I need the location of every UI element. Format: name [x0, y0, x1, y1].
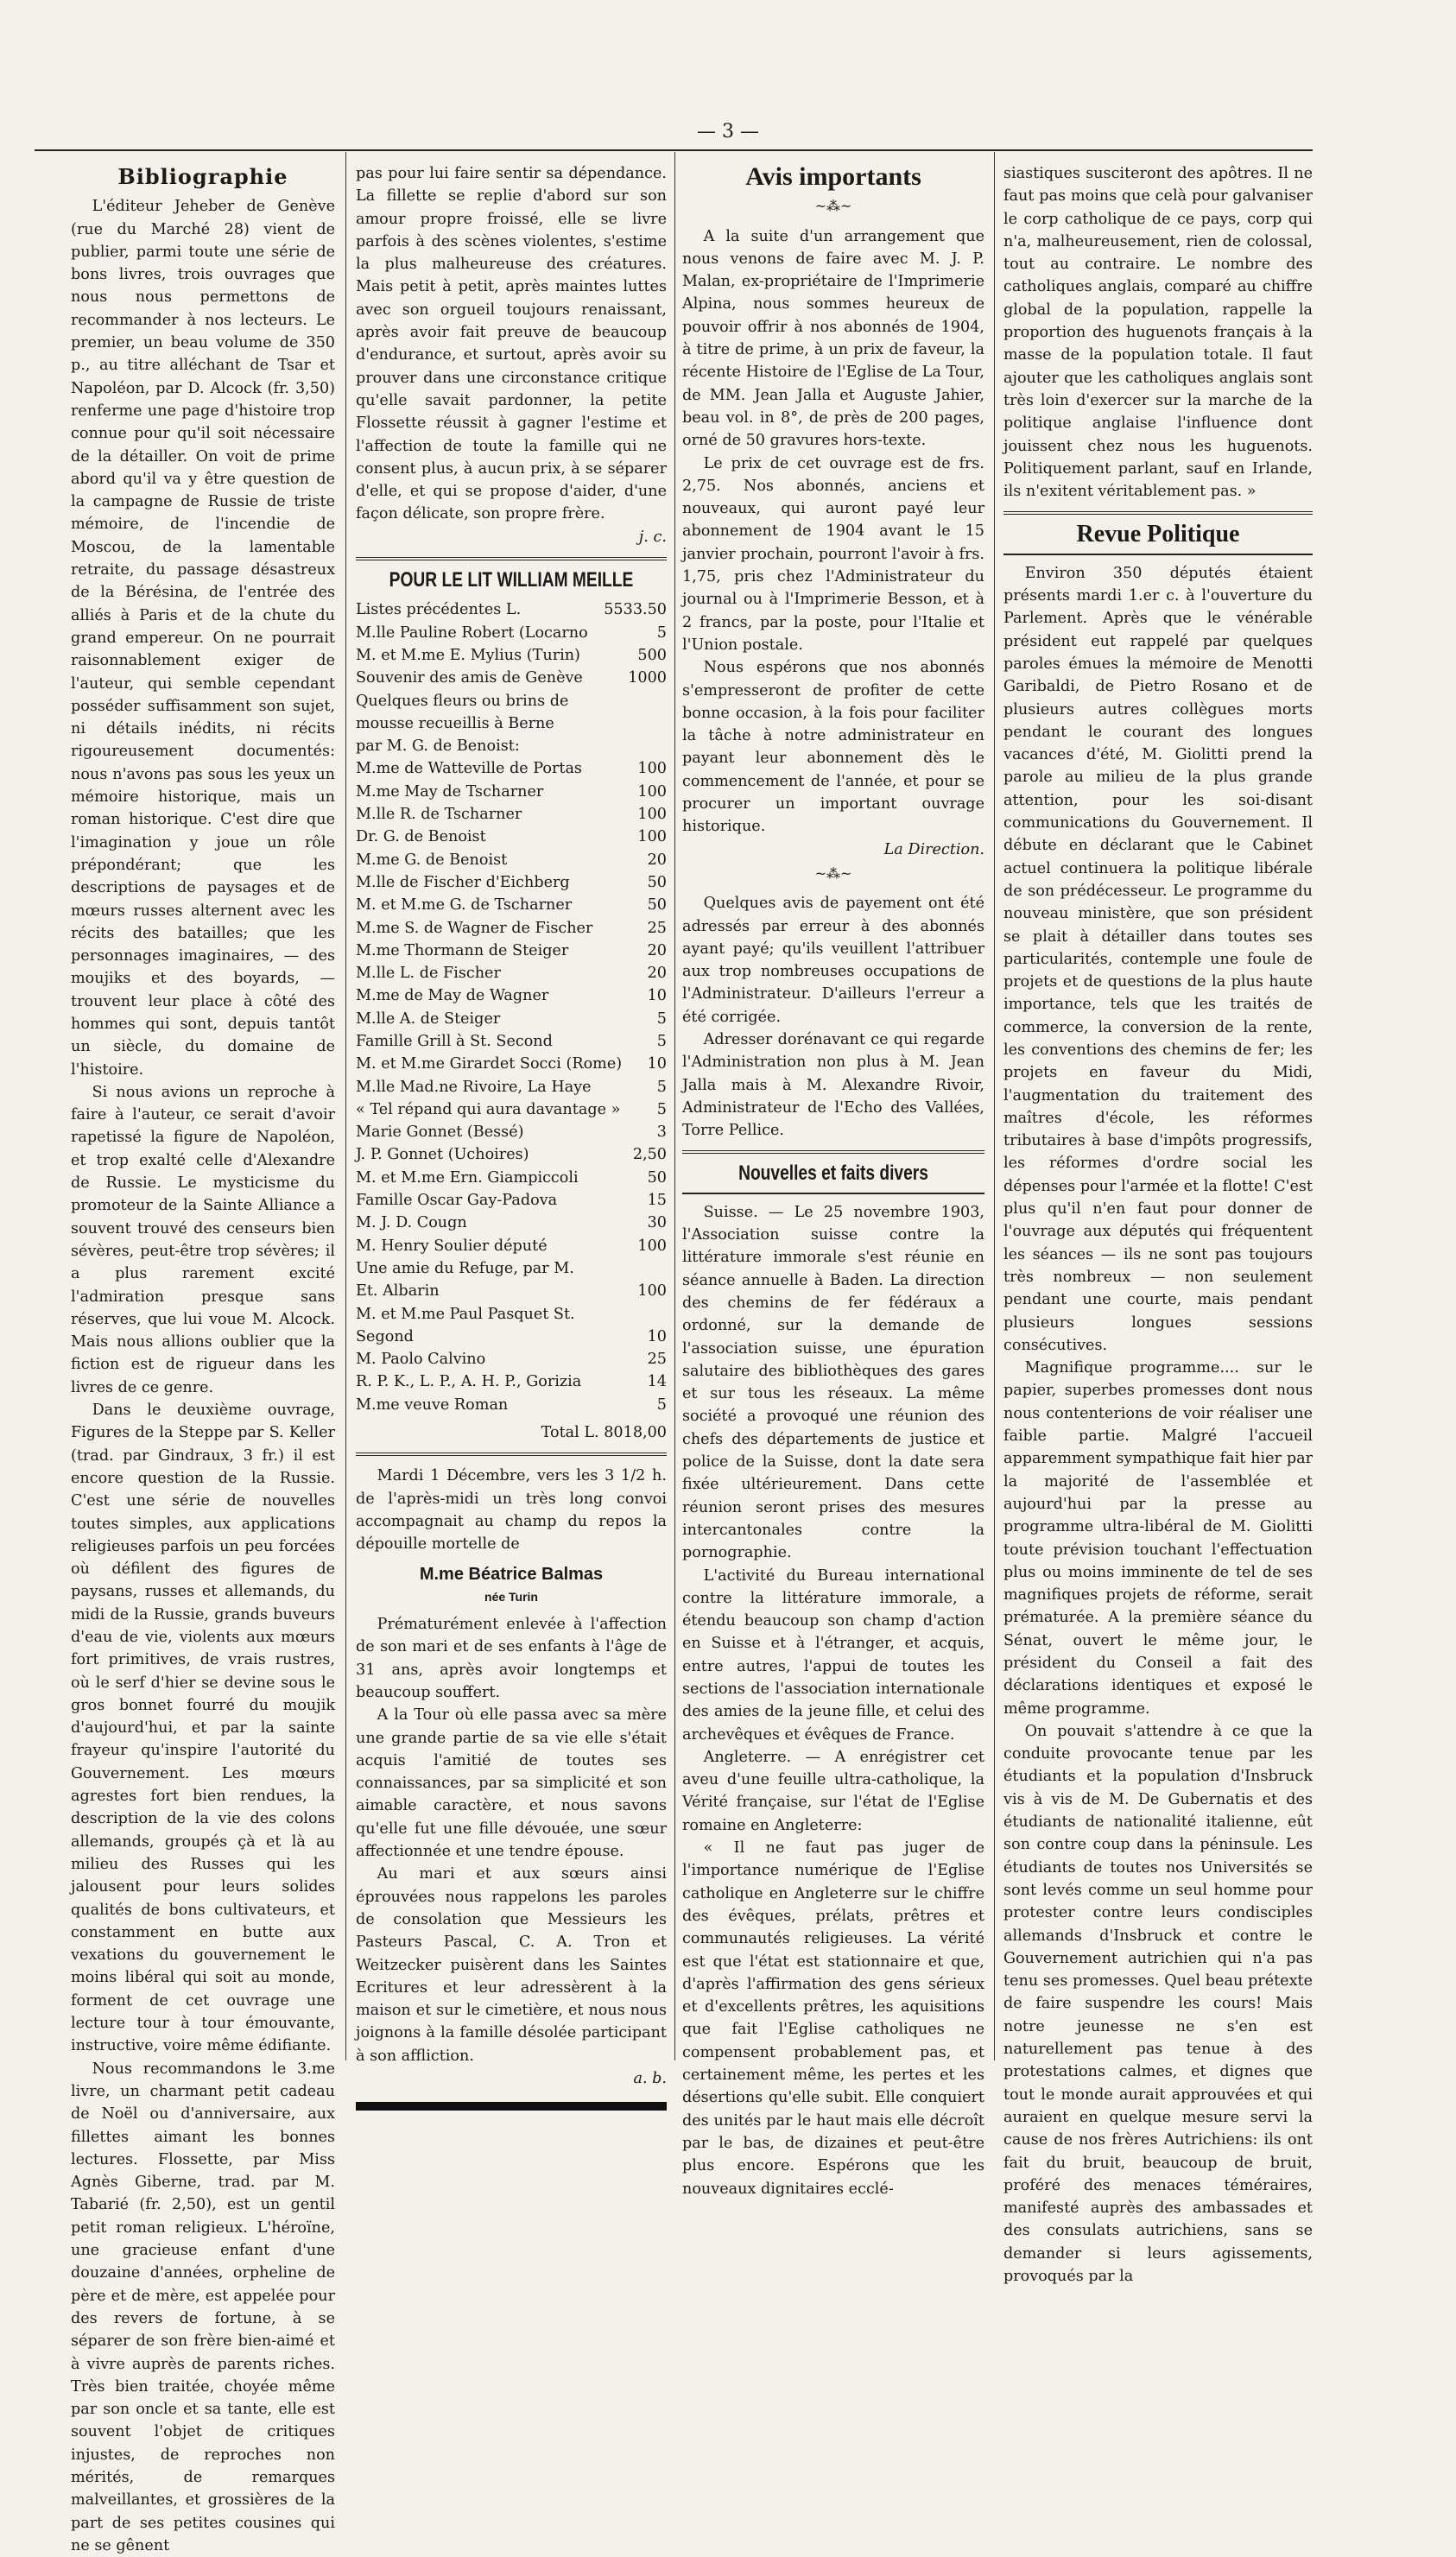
top-rule	[35, 149, 1313, 151]
list-item-name: M. et M.me G. de Tscharner	[356, 896, 573, 915]
list-item-amount: 100	[637, 806, 667, 824]
list-item	[356, 1394, 667, 1416]
column-divider	[674, 152, 675, 2060]
list-item-amount: 3	[656, 1123, 667, 1142]
revue-heading: Revue Politique	[1076, 521, 1240, 548]
list-item-amount: 20	[647, 965, 667, 983]
list-item-amount: 30	[647, 1214, 667, 1232]
column-divider	[345, 152, 346, 2060]
obituary-subname: née Turin	[484, 1589, 538, 1604]
list-item-name: M. et M.me Ern. Giampiccoli	[356, 1168, 579, 1187]
list-item-amount: 14	[647, 1373, 667, 1391]
list-item-amount: 50	[647, 873, 667, 891]
list-item-name: M.me G. de Benoist	[356, 851, 508, 869]
list-item-amount: 20	[647, 941, 667, 959]
list-item	[356, 1348, 667, 1370]
section-rule	[682, 1193, 984, 1194]
paragraph: On pouvait s'attendre à ce que la conduite provocante tenue par les étudiants et la population d'Insbruck vis à vis de M. De Gubernatis et des étudiants de nationalité italienne, eût son contre coup dans la péninsule. Les étudiants de toutes nos Universités se sont levés comme un seul homme pour protester contre leurs condisciples allemands d'Insbruck et contre le Gouvernement autrichien qui n'a pas tenu ses promesses. Quel beau prétexte de faire suspendre les cours! Mais notre jeunesse ne s'en est naturellement pas tenue à des protestations calmes, et dignes que tout le monde aurait approuvées et qui auraient en quelque mesure servi la cause de nos frères Autrichiens: ils ont fait du bruit, beaucoup de bruit, proféré des menaces téméraires, manifesté auprès des ambassades et des consulats autrichiens, sans se demander si leurs agissements, provoqués par la	[1003, 1722, 1313, 2286]
list-item-amount: 10	[647, 1055, 667, 1073]
list-item	[356, 735, 667, 757]
column-4	[1003, 162, 1313, 2286]
list-item-name: J. P. Gonnet (Uchoires)	[356, 1146, 529, 1164]
paragraph: Si nous avions un reproche à faire à l'auteur, ce serait d'avoir rapetissé la figure de Napoléon, et trop exalté celle d'Alexandre de Russie. Le mysticisme du promoteur de la Sainte Alliance a souvent trouvé des censeurs bien sévères, peut-être trop sévères; il a plus rarement excité l'admiration presque sans réserves, que lui voue M. Alcock. Mais nous allions oublier que la fiction est de rigueur dans les livres de ce genre.	[71, 1083, 335, 1396]
list-item	[356, 1030, 667, 1053]
ornament: ~⁂~	[814, 864, 852, 882]
list-item-name: M.lle de Fischer d'Eichberg	[356, 873, 570, 891]
paragraph: Suisse. — Le 25 novembre 1903, l'Association suisse contre la littérature immorale s'est réunie en séance annuelle à Baden. La direction des chemins de fer fédéraux a ordonné, sur la demande de l'association suisse, une épuration salutaire des bibliothèques des gares et sur tous les réseaux. La même société a provoqué une réunion des chefs des départements de justice et police de la Suisse, dont la date sera fixée ultérieurement. Dans cette réunion seront prises des mesures intercantonales contre la pornographie.	[682, 1203, 984, 1562]
list-item-name: M.me May de Tscharner	[356, 782, 544, 801]
list-item-amount: 100	[637, 782, 667, 801]
list-item	[356, 690, 667, 712]
list-item-amount: 25	[647, 1351, 667, 1369]
list-item	[356, 849, 667, 871]
list-item-name: Famille Oscar Gay-Padova	[356, 1192, 558, 1210]
list-item	[356, 1280, 667, 1302]
list-item-name: M.me de May de Wagner	[356, 987, 549, 1005]
list-item	[356, 598, 667, 621]
list-item-name: Marie Gonnet (Bessé)	[356, 1123, 524, 1142]
list-item	[356, 712, 667, 735]
list-item-name: M.me veuve Roman	[356, 1396, 509, 1414]
list-item	[356, 757, 667, 780]
paragraph: Mardi 1 Décembre, vers les 3 1/2 h. de l'après-midi un très long convoi accompagnait au champ du repos la dépouille mortelle de	[356, 1467, 667, 1554]
list-item-amount: 2,50	[632, 1146, 667, 1164]
list-item	[356, 667, 667, 689]
list-item	[356, 1121, 667, 1143]
bottom-bar	[356, 2102, 667, 2111]
list-item	[356, 1212, 667, 1234]
list-item	[356, 1008, 667, 1030]
list-item-amount: 5	[656, 1396, 667, 1414]
paragraph: A la suite d'un arrangement que nous venons de faire avec M. J. P. Malan, ex-propriétaire de l'Imprimerie Alpina, nous sommes heureux de pouvoir offrir à nos abonnés de 1904, à titre de prime, à un prix de faveur, la récente Histoire de l'Eglise de La Tour, de MM. Jean Jalla et Auguste Jahier, beau vol. in 8°, de près de 200 pages, orné de 50 gravures hors-texte.	[682, 227, 984, 450]
paragraph: Environ 350 députés étaient présents mardi 1.er c. à l'ouverture du Parlement. Après que le vénérable président eut rappelé par quelques paroles émues la mémoire de Menotti Garibaldi, de Pietro Rosano et de plusieurs autres collègues morts pendant le courant des longues vacances d'été, M. Giolitti prend la parole au milieu de la plus grande attention, pour les soi-disant communications du Gouvernement. Il débute en déclarant que le Cabinet actuel continuera la politique libérale de son prédécesseur. Le programme du nouveau ministère, que son président se plait à détailler dans toutes ses particularités, contemple une foule de projets et de questions de la plus haute importance, tels que les traités de commerce, la conversion de la rente, les conventions des chemins de fer; les projets en faveur du Midi, l'augmentation du traitement des maîtres d'école, les réformes tributaires à base d'impôts progressifs, les réformes d'ordre social les dépenses pour l'armée et la flotte! C'est plus qu'il n'en faut pour donner de l'ouvrage aux députés qui fréquentent les séances — ils ne sont pas toujours très nombreux — non seulement pendant une courte, mais pendant plusieurs longues sessions consécutives.	[1003, 564, 1313, 1354]
section-rule	[682, 1150, 984, 1154]
paragraph: Quelques avis de payement ont été adressés par erreur à des abonnés ayant payé; qu'ils veuillent l'attribuer aux trop nombreuses occupations de l'Administrateur. D'ailleurs l'erreur a été corrigée.	[682, 895, 984, 1026]
list-item	[356, 917, 667, 940]
paragraph: L'éditeur Jeheber de Genève (rue du Marché 28) vient de publier, parmi toute une série de bons livres, trois ouvrages que nous nous permettons de recommander à nos lecteurs. Le premier, un beau volume de 350 p., au titre alléchant de Tsar et Napoléon, par D. Alcock (fr. 3,50) renferme une page d'histoire trop connue pour qu'il soit nécessaire de la détailler. On voit de prime abord qu'il va y être question de la campagne de Russie de triste mémoire, de l'incendie de Moscou, de la lamentable retraite, du passage désastreux de la Bérésina, de l'entrée des alliés à Paris et de la chute du grand empereur. On ne pourrait raisonnablement exiger de l'auteur, qui semble cependant posséder suffisamment son sujet, ni détails inédits, ni récits rigoureusement documentés: nous n'avons pas sous les yeux un mémoire historique, mais un roman historique. C'est dire que l'imagination y joue un rôle prépondérant; que les descriptions de paysages et de mœurs russes alternent avec les récits des batailles; que les personnages imaginaires, — des moujiks et des boyards, — trouvent leur place à côté des hommes qui sont, depuis tantôt un siècle, du domaine de l'histoire.	[71, 198, 335, 1079]
subscription-total: Total L. 8018,00	[541, 1424, 667, 1442]
paragraph: Dans le deuxième ouvrage, Figures de la Steppe par S. Keller (trad. par Gindraux, 3 fr.) il est encore question de la Russie. C'est une série de nouvelles toutes simples, aux applications religieuses parfois un peu forcées où défilent des figures de paysans, russes et allemands, du midi de la Russie, grands buveurs d'eau de vie, violents aux mœurs fort primitives, de vrais rustres, où le serf d'hier se devine sous le gros bonnet fourré du moujik d'aujourd'hui, et par la sainte frayeur qu'inspire l'autorité du Gouvernement. Les mœurs agrestes fort bien rendues, la description de la vie des colons allemands, groupés çà et là au milieu des Russes qui les jalousent pour leurs solides qualités de bons cultivateurs, et constamment en butte aux vexations du gouvernement le moins libéral qui soit au monde, forment de cet ouvrage une lecture tour à tour émouvante, instructive, voire même édifiante.	[71, 1402, 335, 2055]
column-divider	[994, 152, 995, 2060]
list-item	[356, 1257, 667, 1280]
list-item-name: M.me de Watteville de Portas	[356, 760, 582, 778]
paragraph: Magnifique programme.... sur le papier, superbes promesses dont nous nous contenterions de voir réaliser une faible partie. Malgré l'accueil apparemment sympathique fait hier par la majorité de l'assemblée et aujourd'hui par la presse au programme ultra-libéral de M. Giolitti toute prévision touchant l'effectuation plus ou moins imminente de tel de ses magnifiques projets de réforme, serait prématurée. A la première séance du Sénat, ouvert le même jour, le président du Conseil a fait des déclarations identiques et exposé le même programme.	[1003, 1359, 1313, 1718]
paragraph: Nous recommandons le 3.me livre, un charmant petit cadeau de Noël ou d'anniversaire, aux fillettes aimant les bonnes lectures. Flossette, par Miss Agnès Giberne, trad. par M. Tabarié (fr. 2,50), est un gentil petit roman religieux. L'héroïne, une gracieuse enfant d'une douzaine d'années, orpheline de père et de mère, est appelée pour des revers de fortune, à se séparer de son frère bien-aimé et à vivre auprès de parents riches. Très bien traitée, choyée même par son oncle et sa tante, elle est souvent l'objet de critiques injustes, de reproches non mérités, de remarques malveillantes, et grossières de la part de ses petites cousines qui ne se gênent	[71, 2060, 335, 2554]
list-item	[356, 940, 667, 962]
list-item-amount	[662, 712, 667, 735]
list-item-amount: 25	[647, 919, 667, 937]
list-item-name: Souvenir des amis de Genève	[356, 669, 583, 687]
list-item-amount: 100	[637, 1282, 667, 1301]
list-item-name: « Tel répand qui aura davantage »	[356, 1100, 621, 1118]
paragraph: Angleterre. — A enrégistrer cet aveu d'une feuille ultra-catholique, la Vérité française, sur l'état de l'Eglise romaine en Angleterre:	[682, 1748, 984, 1834]
list-item-amount: 50	[647, 1168, 667, 1187]
list-item-name: M.me S. de Wagner de Fischer	[356, 919, 593, 937]
list-item	[356, 1370, 667, 1393]
paragraph: Au mari et aux sœurs ainsi éprouvées nous rappelons les paroles de consolation que Messieurs les Pasteurs Pascal, C. A. Tron et Weitzecker puisèrent dans les Saintes Ecritures et leur adressèrent à la maison et sur le cimetière, et nous nous joignons à la famille désolée participant à son affliction.	[356, 1865, 667, 2065]
list-item-name: M. et M.me E. Mylius (Turin)	[356, 646, 580, 664]
section-rule	[356, 1453, 667, 1456]
list-item-name: par M. G. de Benoist:	[356, 737, 520, 756]
column-1	[71, 162, 335, 2554]
list-item-name: M. J. D. Cougn	[356, 1214, 467, 1232]
bibliographie-heading: Bibliographie	[117, 164, 288, 189]
signature: La Direction.	[883, 840, 984, 858]
list-item	[356, 826, 667, 848]
list-item-amount: 20	[647, 851, 667, 869]
obituary-name: M.me Béatrice Balmas	[419, 1564, 604, 1584]
list-item-name: M.lle A. de Steiger	[356, 1010, 501, 1028]
signature: j. c.	[638, 528, 667, 546]
list-item	[356, 984, 667, 1007]
avis-heading: Avis importants	[745, 162, 921, 191]
list-item-name: R. P. K., L. P., A. H. P., Gorizia	[356, 1373, 582, 1391]
list-item	[356, 871, 667, 894]
list-item-name: mousse recueillis à Berne	[356, 714, 554, 732]
list-item-amount: 5	[656, 1032, 667, 1050]
list-item	[356, 1143, 667, 1166]
list-item	[356, 1189, 667, 1212]
list-item	[356, 1167, 667, 1189]
section-rule	[356, 557, 667, 560]
list-item	[356, 1303, 667, 1326]
list-item	[356, 894, 667, 916]
list-item	[356, 781, 667, 803]
list-item-name: M. Henry Soulier député	[356, 1237, 548, 1255]
list-item-amount: 15	[647, 1192, 667, 1210]
list-item-name: Famille Grill à St. Second	[356, 1032, 553, 1050]
paragraph: « Il ne faut pas juger de l'importance numérique de l'Eglise catholique en Angleterre sur le chiffre des évêques, prélats, prêtres et communautés religieuses. La vérité est que l'état est stationnaire et que, d'après l'affirmation des gens sérieux et d'excellents prêtres, les aquisitions que fait l'Eglise catholiques ne compensent probablement pas, et certainement même, les pertes et les désertions qu'elle subit. Elle conquiert des unités par le haut mais elle décroît par le bas, de dizaines et peut-être plus encore. Espérons que les nouveaux dignitaires ecclé-	[682, 1839, 984, 2198]
list-item-name: M.lle Pauline Robert (Locarno	[356, 623, 588, 642]
list-item-amount: 100	[637, 828, 667, 846]
list-item-amount	[662, 1257, 667, 1280]
list-item	[356, 1326, 667, 1348]
list-item-name: Dr. G. de Benoist	[356, 828, 486, 846]
list-item-amount: 10	[647, 987, 667, 1005]
section-rule	[1003, 511, 1313, 515]
subscription-list	[356, 598, 667, 1416]
list-item-amount	[662, 1303, 667, 1326]
list-item	[356, 622, 667, 644]
paragraph: pas pour lui faire sentir sa dépendance. La fillette se replie d'abord sur son amour propre froissé, elle se livre parfois à des scènes violentes, s'estime la plus malheureuse des créatures. Mais petit à petit, après maintes luttes avec son orgueil toujours renaissant, après avoir fait preuve de beaucoup d'endurance, et surtout, après avoir su prouver dans une circonstance critique qu'elle savait pardonner, la petite Flossette réussit à gagner l'estime et l'affection de toute la famille qui ne consent plus, à aucun prix, à se séparer d'elle, et qui se propose d'aider, d'une façon délicate, son propre frère.	[356, 165, 667, 523]
list-item-amount: 5	[656, 1100, 667, 1118]
list-item-amount: 5	[656, 1010, 667, 1028]
paragraph: Nous espérons que nos abonnés s'empresseront de profiter de cette bonne occasion, à la fois pour faciliter la tâche à notre administrateur en payant leur abonnement dès le commencement de l'année, et pour se procurer un important ouvrage historique.	[682, 659, 984, 836]
news-heading: Nouvelles et faits divers	[738, 1161, 928, 1186]
ornament: ~⁂~	[814, 198, 852, 215]
list-item-amount	[662, 690, 667, 712]
list-item-name: M. Paolo Calvino	[356, 1351, 486, 1369]
list-item-name: M.lle L. de Fischer	[356, 965, 501, 983]
list-item-name: M.lle Mad.ne Rivoire, La Haye	[356, 1078, 592, 1096]
list-item	[356, 803, 667, 826]
list-item-name: Et. Albarin	[356, 1282, 440, 1301]
section-rule	[1003, 554, 1313, 555]
list-item-amount: 5	[656, 623, 667, 642]
paragraph: A la Tour où elle passa avec sa mère une grande partie de sa vie elle s'était acquis l'amitié de toutes ses connaissances, par sa simplicité et son aimable caractère, et nous savons qu'elle fut une fille dévouée, une sœur affectionnée et une tendre épouse.	[356, 1706, 667, 1861]
list-item-amount: 100	[637, 1237, 667, 1255]
list-item-name: M.lle R. de Tscharner	[356, 806, 522, 824]
page-number: — 3 —	[697, 121, 759, 142]
list-item-name: Une amie du Refuge, par M.	[356, 1259, 574, 1277]
paragraph: L'activité du Bureau international contre la littérature immorale, a étendu beaucoup son champ d'action en Suisse et à l'étranger, et acquis, entre autres, l'appui de toutes les sections de l'association internationale des amies de la jeune fille, et celui des archevêques et évêques de France.	[682, 1566, 984, 1744]
list-item	[356, 1053, 667, 1075]
list-item-amount: 500	[637, 646, 667, 664]
list-item	[356, 1235, 667, 1257]
list-item-amount: 10	[647, 1327, 667, 1345]
column-3	[682, 162, 984, 2198]
list-item	[356, 644, 667, 667]
paragraph: Adresser dorénavant ce qui regarde l'Administration non plus à M. Jean Jalla mais à M. Alexandre Rivoir, Administrateur de l'Echo des Vallées, Torre Pellice.	[682, 1030, 984, 1140]
list-item-name: M. et M.me Paul Pasquet St.	[356, 1305, 575, 1323]
paragraph: siastiques susciteront des apôtres. Il ne faut pas moins que celà pour galvaniser le corp catholique de ce pays, corp qui n'a, malheureusement, rien de colossal, tout au contraire. Le nombre des catholiques anglais, comparé au chiffre global de la population, rappelle la proportion des huguenots français à la masse de la population totale. Il faut ajouter que les catholiques anglais sont très loin d'exercer sur la marche de la politique anglaise l'influence dont jouissent chez nous les huguenots. Politiquement parlant, sauf en Irlande, ils n'exitent véritablement pas. »	[1003, 165, 1313, 501]
list-item-amount	[662, 735, 667, 757]
column-2	[356, 162, 667, 2088]
subscription-heading: POUR LE LIT WILLIAM MEILLE	[389, 568, 634, 592]
list-item-amount: 50	[647, 896, 667, 915]
list-item-name: M. et M.me Girardet Socci (Rome)	[356, 1055, 623, 1073]
paragraph: Le prix de cet ouvrage est de frs. 2,75. Nos abonnés, anciens et nouveaux, qui auront payé leur abonnement de 1904 avant le 15 janvier prochain, pourront l'avoir à frs. 1,75, pris chez l'Administrateur du journal ou à l'Imprimerie Besson, et à 2 francs, par la poste, pour l'Italie et l'Union postale.	[682, 454, 984, 654]
list-item-name: Listes précédentes L.	[356, 601, 522, 619]
list-item	[356, 962, 667, 984]
list-item-amount: 100	[637, 760, 667, 778]
signature: a. b.	[633, 2070, 667, 2088]
list-item	[356, 1098, 667, 1121]
list-item-name: Quelques fleurs ou brins de	[356, 692, 569, 710]
list-item-amount: 5533.50	[604, 601, 667, 619]
list-item-amount: 5	[656, 1078, 667, 1096]
list-item-name: Segond	[356, 1327, 414, 1345]
list-item-name: M.me Thormann de Steiger	[356, 941, 569, 959]
paragraph: Prématurément enlevée à l'affection de son mari et de ses enfants à l'âge de 31 ans, après avoir longtemps et beaucoup souffert.	[356, 1616, 667, 1701]
list-item	[356, 1076, 667, 1098]
list-item-amount: 1000	[628, 669, 667, 687]
